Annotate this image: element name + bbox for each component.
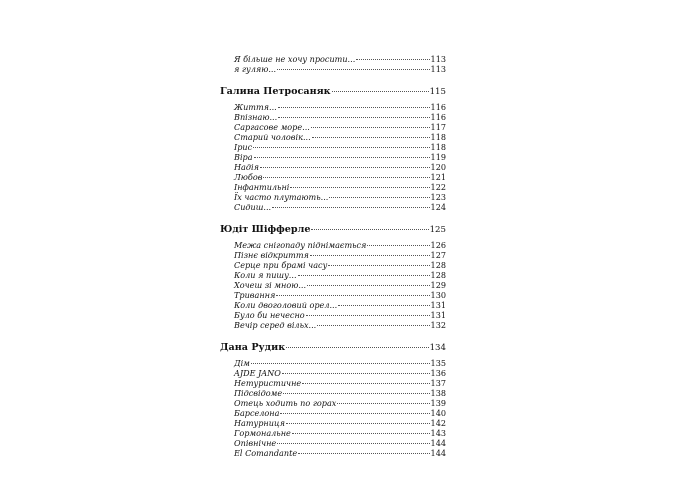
dot-leader <box>337 402 429 404</box>
toc-entry <box>220 240 446 250</box>
entry-title: Барселона <box>234 408 280 418</box>
dot-leader <box>251 362 430 364</box>
author-heading <box>220 341 446 355</box>
entry-page-number: 123 <box>430 192 446 202</box>
entry-title: Віра <box>234 152 253 162</box>
dot-leader <box>253 146 429 148</box>
dot-leader <box>277 68 429 70</box>
entry-title: Підсвідоме <box>234 388 283 398</box>
dot-leader <box>329 196 429 198</box>
entry-page-number: 121 <box>430 172 446 182</box>
toc-section <box>220 341 446 458</box>
entry-page-number: 124 <box>430 202 446 212</box>
entry-page-number: 130 <box>430 290 446 300</box>
entry-title: Коли я пишу... <box>234 270 297 280</box>
entry-title: Вечір серед вільх... <box>234 320 317 330</box>
entry-title: AJDE JANO <box>234 368 281 378</box>
toc-entry <box>220 132 446 142</box>
toc-entry <box>220 408 446 418</box>
entry-title: Впізнаю... <box>234 112 278 122</box>
toc-section <box>220 54 446 74</box>
toc-entry <box>220 54 446 64</box>
toc-entry <box>220 320 446 330</box>
dot-leader <box>311 228 428 230</box>
entry-page-number: 117 <box>430 122 446 132</box>
entry-title: Саргасове море... <box>234 122 310 132</box>
entry-page-number: 138 <box>430 388 446 398</box>
toc-section <box>220 223 446 330</box>
entry-title: Межа снігопаду піднімається <box>234 240 367 250</box>
entry-title: Дім <box>234 358 250 368</box>
entry-page-number: 144 <box>430 448 446 458</box>
entry-page-number: 116 <box>430 102 446 112</box>
entry-title: Тривання <box>234 290 276 300</box>
toc-entry <box>220 300 446 310</box>
author-name: Дана Рудик <box>220 342 286 353</box>
toc-entry <box>220 310 446 320</box>
entry-page-number: 139 <box>430 398 446 408</box>
dot-leader <box>367 244 429 246</box>
entry-title: Гормональне <box>234 428 291 438</box>
dot-leader <box>278 106 430 108</box>
toc-entry <box>220 448 446 458</box>
entry-page-number: 128 <box>430 270 446 280</box>
dot-leader <box>356 58 429 60</box>
toc-entry <box>220 182 446 192</box>
toc-entry <box>220 102 446 112</box>
entry-page-number: 119 <box>430 152 446 162</box>
entry-page-number: 127 <box>430 250 446 260</box>
dot-leader <box>292 432 430 434</box>
entry-title: Надія <box>234 162 259 172</box>
toc-entry <box>220 398 446 408</box>
entry-page-number: 129 <box>430 280 446 290</box>
dot-leader <box>338 304 429 306</box>
dot-leader <box>272 206 429 208</box>
toc-entry <box>220 142 446 152</box>
dot-leader <box>282 372 430 374</box>
entry-title: Ірис <box>234 142 253 152</box>
toc-entry <box>220 418 446 428</box>
entry-page-number: 126 <box>430 240 446 250</box>
entry-title: Я більше не хочу просити... <box>234 54 356 64</box>
entry-page-number: 144 <box>430 438 446 448</box>
dot-leader <box>317 324 429 326</box>
entry-page-number: 113 <box>430 64 446 74</box>
toc-entry <box>220 250 446 260</box>
dot-leader <box>283 392 429 394</box>
dot-leader <box>276 294 429 296</box>
entry-title: Отець ходить по горах <box>234 398 337 408</box>
dot-leader <box>332 90 429 92</box>
toc-entry <box>220 112 446 122</box>
entry-title: Життя... <box>234 102 277 112</box>
author-page-number: 125 <box>429 225 446 235</box>
toc-entry <box>220 192 446 202</box>
entry-title: Пізнє відкриття <box>234 250 309 260</box>
entry-page-number: 118 <box>430 132 446 142</box>
entry-page-number: 140 <box>430 408 446 418</box>
entry-title: Любов <box>234 172 263 182</box>
dot-leader <box>286 422 430 424</box>
entry-title: Було би нечесно <box>234 310 305 320</box>
table-of-contents <box>220 54 446 458</box>
toc-entry <box>220 438 446 448</box>
entry-page-number: 136 <box>430 368 446 378</box>
toc-entry <box>220 368 446 378</box>
dot-leader <box>298 274 430 276</box>
entry-title: Натурниця <box>234 418 285 428</box>
toc-entry <box>220 290 446 300</box>
toc-section <box>220 85 446 212</box>
author-page-number: 115 <box>429 87 446 97</box>
author-page-number: 134 <box>429 343 446 353</box>
author-heading <box>220 85 446 99</box>
toc-entry <box>220 358 446 368</box>
entry-page-number: 120 <box>430 162 446 172</box>
dot-leader <box>290 186 429 188</box>
author-name: Юдіт Шіфферле <box>220 224 311 235</box>
dot-leader <box>310 254 430 256</box>
dot-leader <box>311 126 430 128</box>
entry-title: Нетуристичне <box>234 378 302 388</box>
dot-leader <box>307 284 430 286</box>
dot-leader <box>302 382 429 384</box>
entry-page-number: 135 <box>430 358 446 368</box>
entry-page-number: 128 <box>430 260 446 270</box>
dot-leader <box>260 166 430 168</box>
entry-page-number: 131 <box>430 310 446 320</box>
entry-page-number: 132 <box>430 320 446 330</box>
author-heading <box>220 223 446 237</box>
entry-title: El Comandante <box>234 448 298 458</box>
entry-page-number: 116 <box>430 112 446 122</box>
toc-entry <box>220 378 446 388</box>
entry-title: Опівнічне <box>234 438 277 448</box>
entry-title: я гуляю... <box>234 64 277 74</box>
entry-page-number: 118 <box>430 142 446 152</box>
entry-title: Старий чоловік... <box>234 132 311 142</box>
toc-entry <box>220 270 446 280</box>
dot-leader <box>298 452 429 454</box>
toc-entry <box>220 260 446 270</box>
entry-title: Інфантильні <box>234 182 290 192</box>
toc-entry <box>220 280 446 290</box>
entry-page-number: 142 <box>430 418 446 428</box>
toc-entry <box>220 162 446 172</box>
dot-leader <box>306 314 430 316</box>
author-name: Галина Петросаняк <box>220 86 331 97</box>
dot-leader <box>280 412 429 414</box>
entry-page-number: 122 <box>430 182 446 192</box>
entry-page-number: 143 <box>430 428 446 438</box>
toc-entry <box>220 428 446 438</box>
toc-entry <box>220 388 446 398</box>
toc-entry <box>220 152 446 162</box>
entry-title: Серце при брамі часу <box>234 260 328 270</box>
toc-entry <box>220 64 446 74</box>
toc-entry <box>220 122 446 132</box>
dot-leader <box>263 176 429 178</box>
entry-title: Їх часто плутають... <box>234 192 329 202</box>
entry-title: Сидиш... <box>234 202 272 212</box>
toc-entry <box>220 172 446 182</box>
entry-page-number: 137 <box>430 378 446 388</box>
dot-leader <box>277 442 429 444</box>
entry-title: Коли двоголовий орел... <box>234 300 338 310</box>
dot-leader <box>254 156 430 158</box>
toc-entry <box>220 202 446 212</box>
dot-leader <box>278 116 429 118</box>
entry-page-number: 131 <box>430 300 446 310</box>
entry-page-number: 113 <box>430 54 446 64</box>
dot-leader <box>312 136 430 138</box>
dot-leader <box>328 264 429 266</box>
dot-leader <box>286 346 428 348</box>
entry-title: Хочеш зі мною... <box>234 280 307 290</box>
